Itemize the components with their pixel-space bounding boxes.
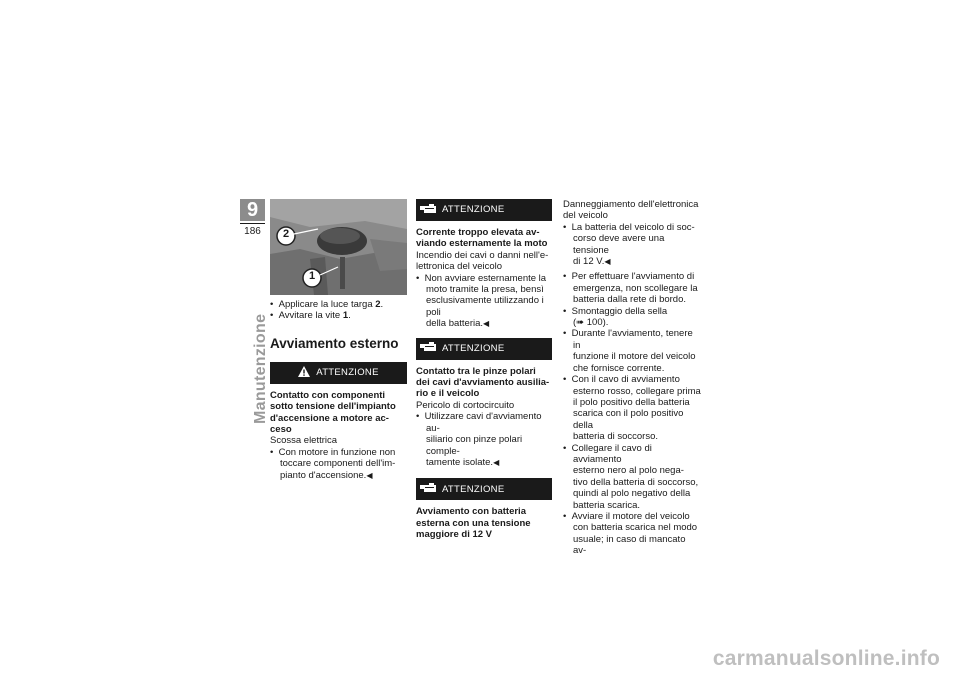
list-item: • Con il cavo di avviamento esterno rosso, collegare prima il polo positivo della batteria scarica con il polo positivo della batteria di soccorso. xyxy=(563,374,701,442)
end-mark-icon: ◀ xyxy=(366,470,373,480)
warning-hand-icon xyxy=(420,341,436,355)
list-item: • Applicare la luce targa 2. xyxy=(270,299,407,310)
list-item: • Durante l'avviamento, tenere in funzione il motore del veicolo che fornisce corrente. xyxy=(563,328,701,374)
end-mark-icon: ◀ xyxy=(604,257,611,267)
warning-cause: Scossa elettrica xyxy=(270,435,338,447)
warning-title: Contatto tra le pinze polari xyxy=(416,365,536,377)
warning-title: viando esternamente la moto xyxy=(416,238,548,250)
warning-title: Corrente troppo elevata av- xyxy=(416,227,540,238)
warning-box xyxy=(416,199,552,221)
column-3 xyxy=(563,199,701,557)
warning-label: ATTENZIONE xyxy=(442,204,505,216)
page-reference[interactable]: (➠ 100). xyxy=(573,317,609,329)
warning-hand-icon xyxy=(420,203,436,217)
end-mark-icon: ◀ xyxy=(483,319,490,329)
chapter-number: 9 xyxy=(240,199,265,221)
chapter-title: Manutenzione xyxy=(252,313,269,424)
photo-illustration xyxy=(270,199,407,295)
warning-cause: del veicolo xyxy=(563,210,608,222)
list-item: • Collegare il cavo di avviamento esterno nero al polo nega- tivo della batteria di soccorso, quindi al polo negativo della batteria scarica. xyxy=(563,443,701,511)
list-item: • La batteria del veicolo di soc- corso deve avere una tensione di 12 V.◀ xyxy=(563,222,701,268)
list-item: • Non avviare esternamente la moto tramite la presa, bensì esclusivamente utilizzando i poli della batteria.◀ xyxy=(416,273,552,330)
warning-hand-icon xyxy=(420,482,436,496)
chapter-divider xyxy=(240,223,265,224)
list-item: • Per effettuare l'avviamento di emergenza, non scollegare la batteria dalla rete di bordo. xyxy=(563,271,701,305)
warning-title: esterna con una tensione xyxy=(416,517,531,529)
list-item: • Utilizzare cavi d'avviamento au- siliario con pinze polari comple- tamente isolate.◀ xyxy=(416,411,552,468)
warning-triangle-icon xyxy=(298,366,310,380)
list-item: • Avvitare la vite 1. xyxy=(270,310,407,321)
warning-label: ATTENZIONE xyxy=(442,483,505,495)
warning-box xyxy=(270,362,407,384)
warning-label: ATTENZIONE xyxy=(316,367,379,379)
column-2 xyxy=(416,199,552,541)
warning-title: Contatto con componenti sotto tensione dell'impianto d'accensione a motore ac- ceso xyxy=(270,389,396,436)
warning-title: rio e il veicolo xyxy=(416,388,480,400)
list-item: • Avviare il motore del veicolo con batteria scarica nel modo usuale; in caso di mancato av- xyxy=(563,511,701,557)
end-mark-icon: ◀ xyxy=(493,457,500,467)
warning-cause: Danneggiamento dell'elettronica xyxy=(563,199,699,210)
warning-box xyxy=(416,478,552,500)
photo-label-1: 1 xyxy=(308,270,316,282)
warning-cause: lettronica del veicolo xyxy=(416,261,503,273)
watermark-text: carmanualsonline.info xyxy=(712,647,940,670)
section-heading: Avviamento esterno xyxy=(270,335,399,351)
warning-title: dei cavi d'avviamento ausilia- xyxy=(416,377,550,389)
photo-label-2: 2 xyxy=(282,228,290,240)
warning-title: Avviamento con batteria xyxy=(416,506,526,518)
license-plate-light-photo xyxy=(270,199,407,295)
list-item: • Con motore in funzione non toccare componenti dell'im- pianto d'accensione.◀ xyxy=(270,447,407,481)
page-number: 186 xyxy=(244,226,261,237)
warning-label: ATTENZIONE xyxy=(442,342,505,354)
warning-cause: Incendio dei cavi o danni nell'e- xyxy=(416,249,549,261)
list-item: • Smontaggio della sella (➠ 100). xyxy=(563,306,701,329)
warning-box xyxy=(416,338,552,360)
column-1 xyxy=(270,199,407,481)
warning-title: maggiore di 12 V xyxy=(416,529,493,541)
warning-cause: Pericolo di cortocircuito xyxy=(416,399,515,411)
